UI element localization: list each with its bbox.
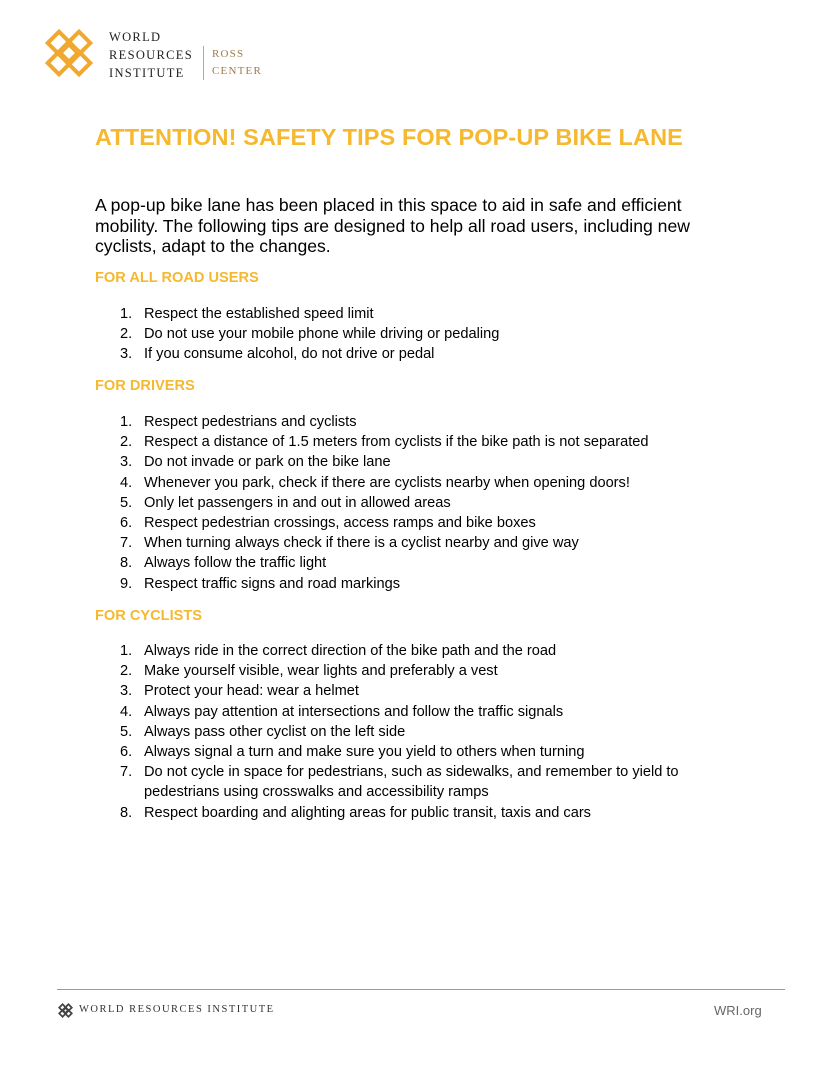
list-item-text: Always ride in the correct direction of the bike path and the road bbox=[144, 643, 557, 659]
list-item-text: Respect pedestrian crossings, access ramps and bike boxes bbox=[144, 515, 536, 532]
logo-sub-line: CENTER bbox=[212, 65, 262, 77]
list-item: 3. Protect your head: wear a helmet bbox=[120, 683, 359, 700]
list-item-text: Always pay attention at intersections and follow the traffic signals bbox=[144, 703, 564, 720]
section-heading-drivers: FOR DRIVERS bbox=[95, 378, 195, 394]
logo-line: RESOURCES bbox=[109, 48, 193, 62]
list-item: 8. Always follow the traffic light bbox=[120, 555, 327, 572]
list-item: 3. If you consume alcohol, do not drive or pedal bbox=[120, 346, 435, 363]
list-item: 5. Always pass other cyclist on the left side bbox=[120, 723, 406, 740]
list-item: 2. Make yourself visible, wear lights and preferably a vest bbox=[120, 663, 498, 680]
list-drivers bbox=[95, 412, 735, 594]
footer-org-name: WORLD RESOURCES INSTITUTE bbox=[79, 1004, 275, 1015]
list-item-text: Respect a distance of 1.5 meters from cyclists if the bike path is not separated bbox=[144, 434, 649, 451]
list-item-text: Make yourself visible, wear lights and preferably a vest bbox=[144, 663, 498, 680]
list-item-text: Always follow the traffic light bbox=[144, 555, 327, 572]
list-item-text: Do not use your mobile phone while driving or pedaling bbox=[144, 326, 500, 343]
list-item: 6. Respect pedestrian crossings, access ramps and bike boxes bbox=[120, 515, 536, 532]
list-item-text: Always signal a turn and make sure you yield to others when turning bbox=[144, 744, 585, 761]
logo-line: INSTITUTE bbox=[109, 66, 185, 80]
list-item: 2. Respect a distance of 1.5 meters from cyclists if the bike path is not separated bbox=[120, 434, 649, 451]
list-item: 1. Respect the established speed limit bbox=[120, 306, 374, 322]
logo-divider bbox=[203, 46, 204, 80]
wri-footer-knot-icon bbox=[57, 1002, 74, 1019]
list-item: 7. When turning always check if there is a cyclist nearby and give way bbox=[120, 535, 579, 552]
wri-knot-icon bbox=[40, 24, 98, 82]
list-item: 4. Whenever you park, check if there are cyclists nearby when opening doors! bbox=[120, 474, 630, 491]
list-item-text: If you consume alcohol, do not drive or pedal bbox=[144, 346, 435, 363]
list-item: 9. Respect traffic signs and road markings bbox=[120, 575, 401, 592]
list-item-text: Only let passengers in and out in allowed areas bbox=[144, 494, 451, 511]
page-title: ATTENTION! SAFETY TIPS FOR POP-UP BIKE LANE bbox=[95, 124, 683, 150]
logo-wordmark bbox=[109, 28, 193, 82]
list-item-text: Respect traffic signs and road markings bbox=[144, 575, 401, 592]
list-item-text: Respect the established speed limit bbox=[144, 306, 374, 322]
footer-url-link[interactable]: WRI.org bbox=[714, 1003, 762, 1018]
list-item: 5. Only let passengers in and out in allowed areas bbox=[120, 494, 451, 511]
list-item: 7. Do not cycle in space for pedestrians, such as sidewalks, and remember to yield to pedestrians using crosswalks and accessibility ramps bbox=[120, 764, 679, 801]
list-item: 4. Always pay attention at intersections and follow the traffic signals bbox=[120, 703, 564, 720]
list-item-text: Protect your head: wear a helmet bbox=[144, 683, 359, 700]
header-logo bbox=[40, 24, 280, 86]
list-item: 3. Do not invade or park on the bike lane bbox=[120, 454, 391, 471]
list-item-text: Respect boarding and alighting areas for public transit, taxis and cars bbox=[144, 804, 591, 821]
list-item: 2. Do not use your mobile phone while driving or pedaling bbox=[120, 326, 500, 343]
list-all-road-users bbox=[95, 304, 735, 365]
list-item: 1. Always ride in the correct direction of the bike path and the road bbox=[120, 643, 557, 659]
section-heading-cyclists: FOR CYCLISTS bbox=[95, 608, 203, 624]
list-cyclists bbox=[95, 641, 735, 823]
list-item-text: Respect pedestrians and cyclists bbox=[144, 414, 357, 430]
list-item: 6. Always signal a turn and make sure you yield to others when turning bbox=[120, 744, 585, 761]
footer-divider bbox=[57, 989, 785, 990]
list-item-text: Do not cycle in space for pedestrians, such as sidewalks, and remember to yield to pedestrians using crosswalks and accessibility ramps bbox=[144, 764, 679, 801]
list-item-text: Always pass other cyclist on the left side bbox=[144, 723, 406, 740]
logo-subbrand bbox=[212, 46, 262, 80]
intro-paragraph: A pop-up bike lane has been placed in this space to aid in safe and efficient mobility. The following tips are designed to help all road users, including new cyclists, adapt to the changes. bbox=[95, 195, 690, 256]
section-heading-all-road-users: FOR ALL ROAD USERS bbox=[95, 270, 259, 286]
list-item: 1. Respect pedestrians and cyclists bbox=[120, 414, 357, 430]
list-item: 8. Respect boarding and alighting areas for public transit, taxis and cars bbox=[120, 804, 591, 821]
list-item-text: Do not invade or park on the bike lane bbox=[144, 454, 391, 471]
list-item-text: When turning always check if there is a cyclist nearby and give way bbox=[144, 535, 579, 552]
list-item-text: Whenever you park, check if there are cyclists nearby when opening doors! bbox=[144, 474, 630, 491]
logo-line: WORLD bbox=[109, 30, 162, 44]
logo-sub-line: ROSS bbox=[212, 48, 245, 60]
